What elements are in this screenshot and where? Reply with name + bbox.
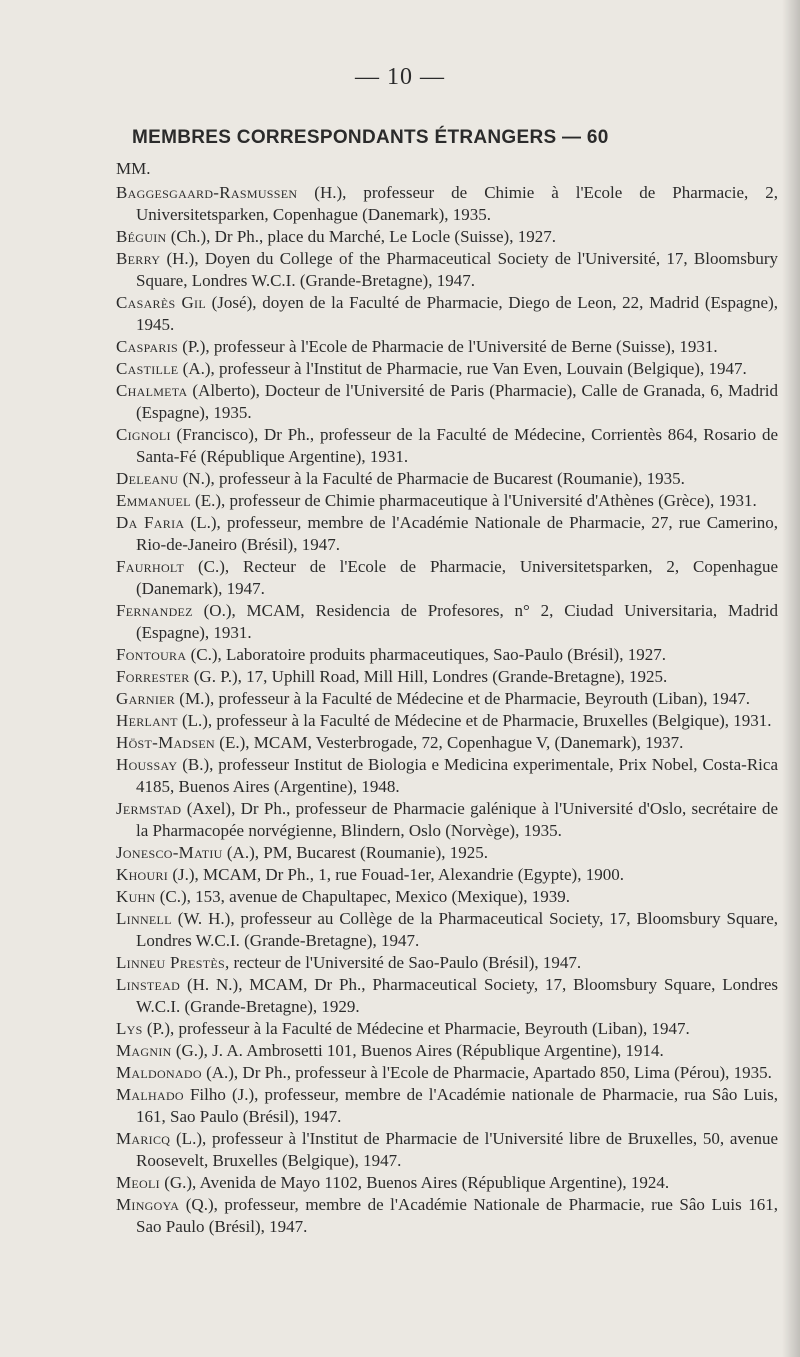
member-entry [116,182,778,226]
member-entry [116,886,778,908]
member-name: Béguin [116,227,167,246]
member-details: (G.), J. A. Ambrosetti 101, Buenos Aires (République Argentine), 1914. [171,1041,664,1060]
member-details: (Ch.), Dr Ph., place du Marché, Le Locle (Suisse), 1927. [166,227,556,246]
member-name: Faurholt [116,557,185,576]
member-name: Emmanuel [116,491,191,510]
member-entry [116,710,778,732]
member-details: (C.), Laboratoire produits pharmaceutiques, Sao-Paulo (Brésil), 1927. [186,645,666,664]
member-entry [116,490,778,512]
member-details: (H.), professeur de Chimie à l'Ecole de Pharmacie, 2, Universitetsparken, Copenhague (Danemark), 1935. [136,183,778,224]
salutation: MM. [116,159,151,178]
member-details: (W. H.), professeur au Collège de la Pharmaceutical Society, 17, Bloomsbury Square, Londres W.C.I. (Grande-Bretagne), 1947. [136,909,778,950]
member-name: Deleanu [116,469,179,488]
member-details: (L.), professeur à la Faculté de Médecine et de Pharmacie, Bruxelles (Belgique), 1931. [177,711,772,730]
member-details: (B.), professeur Institut de Biologia e Medicina experimentale, Prix Nobel, Costa-Rica 4185, Buenos Aires (Argentine), 1948. [136,755,778,796]
member-details: (O.), MCAM, Residencia de Profesores, n° 2, Ciudad Universitaria, Madrid (Espagne), 1931. [136,601,778,642]
member-name: Maldonado [116,1063,202,1082]
member-details: (Q.), professeur, membre de l'Académie Nationale de Pharmacie, rue Sâo Luis 161, Sao Paulo (Brésil), 1947. [136,1195,778,1236]
member-entry [116,644,778,666]
member-details: (H. N.), MCAM, Dr Ph., Pharmaceutical Society, 17, Bloomsbury Square, Londres W.C.I. (Grande-Bretagne), 1929. [136,975,778,1016]
member-entry [116,754,778,798]
member-name: Lys [116,1019,143,1038]
member-name: Kuhn [116,887,156,906]
member-details: (J.), MCAM, Dr Ph., 1, rue Fouad-1er, Alexandrie (Egypte), 1900. [168,865,624,884]
member-details: (G. P.), 17, Uphill Road, Mill Hill, Londres (Grande-Bretagne), 1925. [189,667,668,686]
member-entry [116,512,778,556]
member-entry [116,974,778,1018]
member-name: Magnin [116,1041,172,1060]
member-name: Jermstad [116,799,182,818]
member-entry [116,1194,778,1238]
member-entry [116,952,778,974]
page-binding-shadow [782,0,800,1357]
member-details: (P.), professeur à la Faculté de Médecine et Pharmacie, Beyrouth (Liban), 1947. [142,1019,690,1038]
member-name: Castille [116,359,179,378]
member-entry [116,1128,778,1172]
member-entry [116,908,778,952]
member-name: Höst-Madsen [116,733,216,752]
member-entry [116,1084,778,1128]
member-entry [116,380,778,424]
member-name: Fontoura [116,645,187,664]
member-entry [116,556,778,600]
member-name: Herlant [116,711,178,730]
member-name: Fernandez [116,601,193,620]
member-name: Chalmeta [116,381,188,400]
member-details: (C.), 153, avenue de Chapultapec, Mexico (Mexique), 1939. [155,887,570,906]
member-entry [116,842,778,864]
member-details: (G.), Avenida de Mayo 1102, Buenos Aires (République Argentine), 1924. [159,1173,670,1192]
member-details: (E.), MCAM, Vesterbrogade, 72, Copenhague V, (Danemark), 1937. [215,733,684,752]
member-list [116,182,778,1238]
member-entry [116,468,778,490]
member-entry [116,336,778,358]
page-number: — 10 — [355,64,445,90]
member-name: Meoli [116,1173,160,1192]
member-name: Baggesgaard-Rasmussen [116,183,298,202]
member-entry [116,732,778,754]
member-details: (H.), Doyen du College of the Pharmaceutical Society de l'Université, 17, Bloomsbury Square, Londres W.C.I. (Grande-Bretagne), 1947. [136,249,778,290]
member-name: Casarès Gil [116,293,206,312]
member-name: Khouri [116,865,169,884]
member-name: Mingoya [116,1195,180,1214]
member-details: (A.), PM, Bucarest (Roumanie), 1925. [222,843,488,862]
member-name: Casparis [116,337,178,356]
member-entry [116,358,778,380]
member-name: Maricq [116,1129,171,1148]
member-details: (L.), professeur, membre de l'Académie Nationale de Pharmacie, 27, rue Camerino, Rio-de-Janeiro (Brésil), 1947. [136,513,778,554]
member-name: Linstead [116,975,181,994]
member-name: Cignoli [116,425,171,444]
member-name: Malhado [116,1085,184,1104]
member-name: Forrester [116,667,190,686]
member-details: (A.), professeur à l'Institut de Pharmacie, rue Van Even, Louvain (Belgique), 1947. [178,359,747,378]
member-details: (M.), professeur à la Faculté de Médecine et de Pharmacie, Beyrouth (Liban), 1947. [175,689,751,708]
member-details: (E.), professeur de Chimie pharmaceutique à l'Université d'Athènes (Grèce), 1931. [190,491,757,510]
member-details: (Axel), Dr Ph., professeur de Pharmacie galénique à l'Université d'Oslo, secrétaire de la Pharmacopée norvégienne, Blindern, Oslo (Norvège), 1935. [136,799,778,840]
member-name: Da Faria [116,513,185,532]
member-entry [116,688,778,710]
member-details: Filho (J.), professeur, membre de l'Académie nationale de Pharmacie, rua Sâo Luis, 161, Sao Paulo (Brésil), 1947. [136,1085,778,1126]
member-details: (Francisco), Dr Ph., professeur de la Faculté de Médecine, Corrientès 864, Rosario de Santa-Fé (République Argentine), 1931. [136,425,778,466]
member-details: (C.), Recteur de l'Ecole de Pharmacie, Universitetsparken, 2, Copenhague (Danemark), 1947. [136,557,778,598]
member-name: Houssay [116,755,178,774]
member-details: (José), doyen de la Faculté de Pharmacie, Diego de Leon, 22, Madrid (Espagne), 1945. [136,293,778,334]
member-entry [116,248,778,292]
member-entry [116,600,778,644]
member-name: Linnell [116,909,172,928]
member-details: (N.), professeur à la Faculté de Pharmacie de Bucarest (Roumanie), 1935. [178,469,685,488]
member-entry [116,1172,778,1194]
member-entry [116,666,778,688]
section-heading: MEMBRES CORRESPONDANTS ÉTRANGERS — 60 [132,127,609,148]
member-name: Jonesco-Matiu [116,843,223,862]
member-entry [116,424,778,468]
member-details: (A.), Dr Ph., professeur à l'Ecole de Pharmacie, Apartado 850, Lima (Pérou), 1935. [201,1063,772,1082]
member-entry [116,1040,778,1062]
member-details: (L.), professeur à l'Institut de Pharmacie de l'Université libre de Bruxelles, 50, avenue Roosevelt, Bruxelles (Belgique), 1947. [136,1129,778,1170]
member-entry [116,1018,778,1040]
member-entry [116,226,778,248]
member-details: , recteur de l'Université de Sao-Paulo (Brésil), 1947. [224,953,582,972]
member-name: Linneu Prestès [116,953,225,972]
member-entry [116,1062,778,1084]
member-details: (P.), professeur à l'Ecole de Pharmacie de l'Université de Berne (Suisse), 1931. [178,337,718,356]
member-entry [116,798,778,842]
member-entry [116,292,778,336]
member-name: Berry [116,249,161,268]
member-name: Garnier [116,689,176,708]
member-entry [116,864,778,886]
member-details: (Alberto), Docteur de l'Université de Paris (Pharmacie), Calle de Granada, 6, Madrid (Espagne), 1935. [136,381,778,422]
